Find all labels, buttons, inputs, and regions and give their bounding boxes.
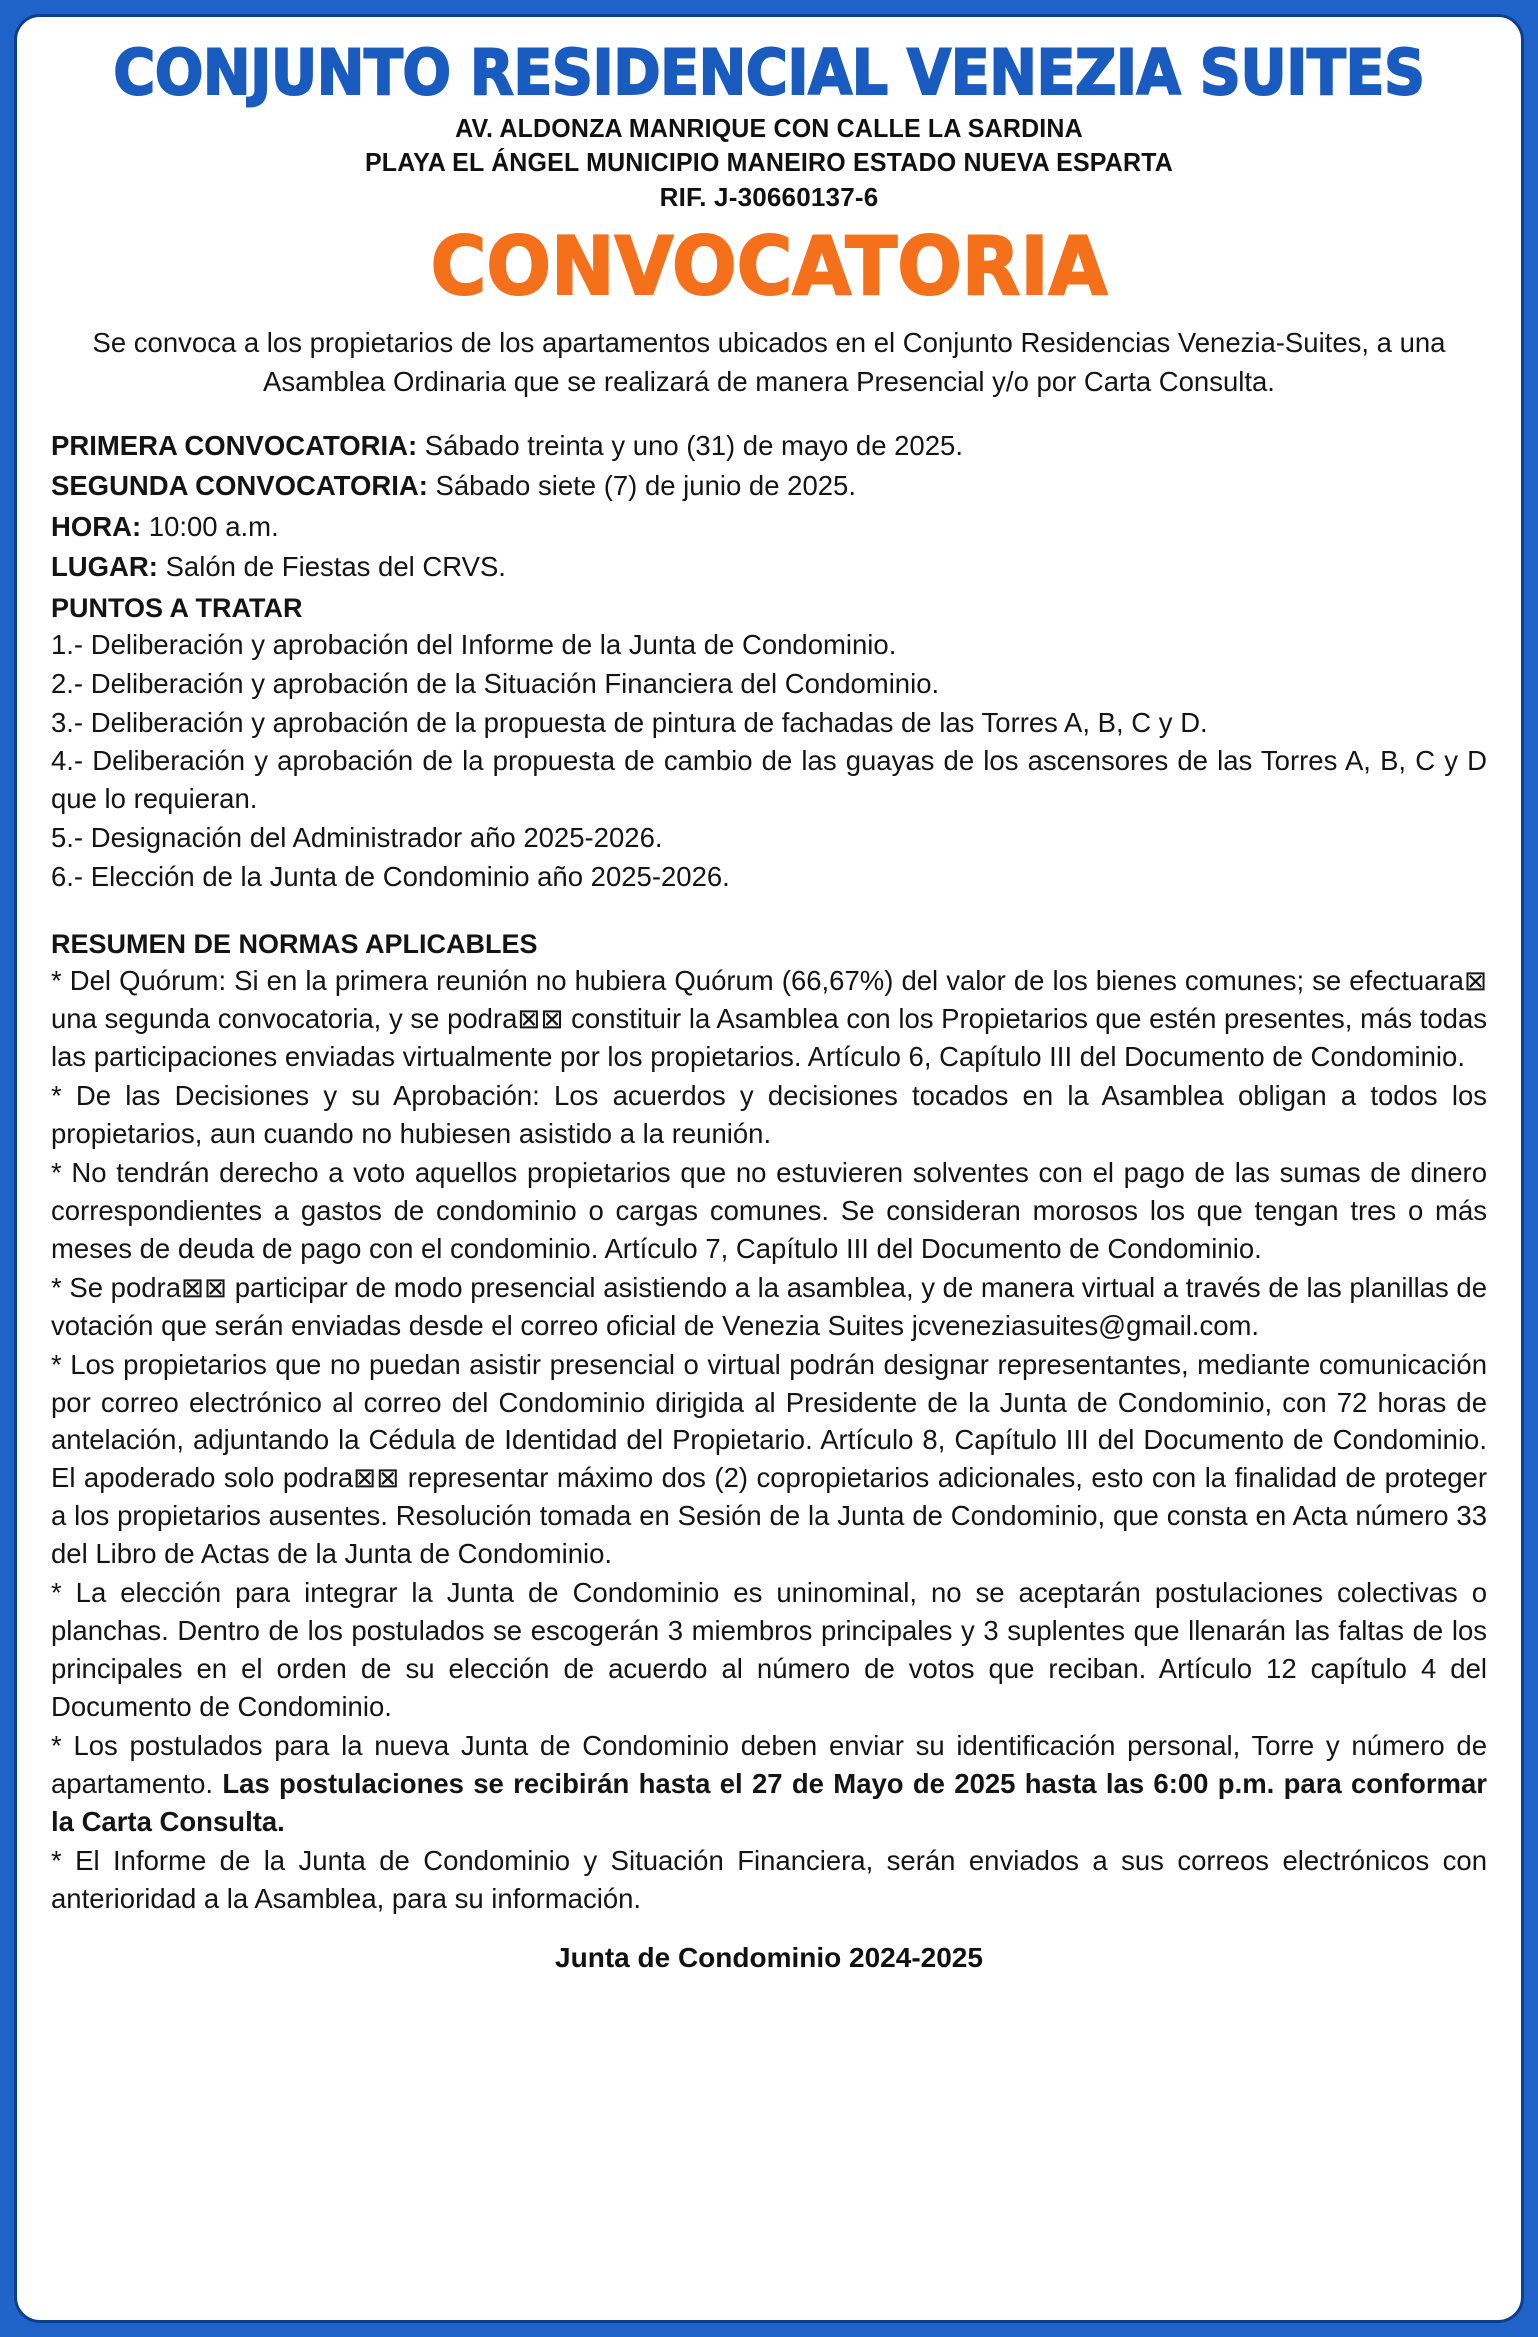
agenda-item: 2.- Deliberación y aprobación de la Situación Financiera del Condominio. bbox=[51, 667, 940, 699]
agenda-item: 5.- Designación del Administrador año 2025-2026. bbox=[51, 822, 663, 854]
time-line bbox=[51, 508, 1487, 547]
footer-signature: Junta de Condominio 2024-2025 bbox=[555, 1941, 983, 1973]
time-label: HORA: bbox=[51, 510, 142, 542]
rule-item: * No tendrán derecho a voto aquellos propietarios que no estuvieren solventes con el pago de las sumas de dinero correspondientes a gastos de condominio o cargas comunes. Se consideran morosos los que tengan tres o más meses de deuda de pago con el condominio. Artículo 7, Capítulo III del Documento de Condominio. bbox=[51, 1156, 1487, 1264]
agenda-item: 6.- Elección de la Junta de Condominio año 2025-2026. bbox=[51, 861, 730, 893]
place-line bbox=[51, 548, 1487, 587]
rule-item: * Se podra⊠⊠ participar de modo presencial asistiendo a la asamblea, y de manera virtual a través de las planillas de votación que serán enviadas desde el correo oficial de Venezia Suites jcveneziasuites@gmail.com. bbox=[51, 1271, 1487, 1341]
agenda-heading: PUNTOS A TRATAR bbox=[51, 592, 303, 623]
rule-item: * Del Quórum: Si en la primera reunión no hubiera Quórum (66,67%) del valor de los bienes comunes; se efectuara⊠ una segunda convocatoria, y se podra⊠⊠ constituir la Asamblea con los Propietarios que estén presentes, más todas las participaciones enviadas virtualmente por los propietarios. Artículo 6, Capítulo III del Documento de Condominio. bbox=[51, 965, 1487, 1073]
rule-item-postulations bbox=[51, 1727, 1487, 1841]
first-call-value: Sábado treinta y uno (31) de mayo de 2025. bbox=[417, 429, 963, 461]
rule-item: * Los propietarios que no puedan asistir presencial o virtual podrán designar representantes, mediante comunicación por correo electrónico al correo del Condominio dirigida al Presidente de la Junta de Condominio, con 72 horas de antelación, adjuntando la Cédula de Identidad del Propietario. Artículo 8, Capítulo III del Documento de Condominio. El apoderado solo podra⊠⊠ representar máximo dos (2) copropietarios adicionales, esto con la finalidad de proteger a los propietarios ausentes. Resolución tomada en Sesión de la Junta de Condominio, que consta en Acta número 33 del Libro de Actas de la Junta de Condominio. bbox=[51, 1348, 1487, 1570]
poster-page bbox=[14, 14, 1524, 2323]
place-value: Salón de Fiestas del CRVS. bbox=[157, 551, 506, 583]
second-call-line bbox=[51, 467, 1487, 506]
rule-item: * La elección para integrar la Junta de Condominio es uninominal, no se aceptarán postulaciones colectivas o planchas. Dentro de los postulados se escogerán 3 miembros principales y 3 suplentes que llenarán las faltas de los principales en el orden de su elección de acuerdo al número de votos que reciban. Artículo 12 capítulo 4 del Documento de Condominio. bbox=[51, 1577, 1487, 1723]
agenda-item: 4.- Deliberación y aprobación de la propuesta de cambio de las guayas de los ascensores de las Torres A, B, C y D que lo requieran. bbox=[51, 745, 1487, 815]
rule-item: * El Informe de la Junta de Condominio y Situación Financiera, serán enviados a sus correos electrónicos con anterioridad a la Asamblea, para su información. bbox=[51, 1844, 1487, 1914]
first-call-line bbox=[51, 427, 1487, 466]
second-call-value: Sábado siete (7) de junio de 2025. bbox=[427, 470, 856, 502]
postulations-deadline: Las postulaciones se recibirán hasta el 27 de Mayo de 2025 hasta las 6:00 p.m. para conformar la Carta Consulta. bbox=[51, 1767, 1488, 1837]
first-call-label: PRIMERA CONVOCATORIA: bbox=[51, 429, 418, 461]
time-value: 10:00 a.m. bbox=[141, 510, 279, 542]
intro-paragraph: Se convoca a los propietarios de los apartamentos ubicados en el Conjunto Residencias Venezia-Suites, a una Asamblea Ordinaria que se realizará de manera Presencial y/o por Carta Consulta. bbox=[92, 326, 1446, 397]
organization-title: CONJUNTO RESIDENCIAL VENEZIA SUITES bbox=[113, 36, 1425, 109]
postulations-text: * Los postulados para la nueva Junta de Condominio deben enviar su identificación personal, Torre y número de apartamento. bbox=[51, 1729, 1487, 1799]
agenda-item: 3.- Deliberación y aprobación de la propuesta de pintura de fachadas de las Torres A, B, C y D. bbox=[51, 706, 1208, 738]
agenda-item: 1.- Deliberación y aprobación del Informe de la Junta de Condominio. bbox=[51, 628, 897, 660]
document-title: CONVOCATORIA bbox=[430, 219, 1108, 313]
address-line-2: PLAYA EL ÁNGEL MUNICIPIO MANEIRO ESTADO NUEVA ESPARTA bbox=[364, 146, 1174, 177]
second-call-label: SEGUNDA CONVOCATORIA: bbox=[51, 470, 428, 502]
address-line-1: AV. ALDONZA MANRIQUE CON CALLE LA SARDINA bbox=[455, 113, 1083, 144]
rule-item: * De las Decisiones y su Aprobación: Los acuerdos y decisiones tocados en la Asamblea obligan a todos los propietarios, aun cuando no hubiesen asistido a la reunión. bbox=[51, 1080, 1487, 1149]
rules-heading: RESUMEN DE NORMAS APLICABLES bbox=[51, 929, 538, 960]
spacer bbox=[51, 897, 1487, 923]
place-label: LUGAR: bbox=[51, 551, 158, 583]
rif-number: RIF. J-30660137-6 bbox=[659, 181, 879, 212]
